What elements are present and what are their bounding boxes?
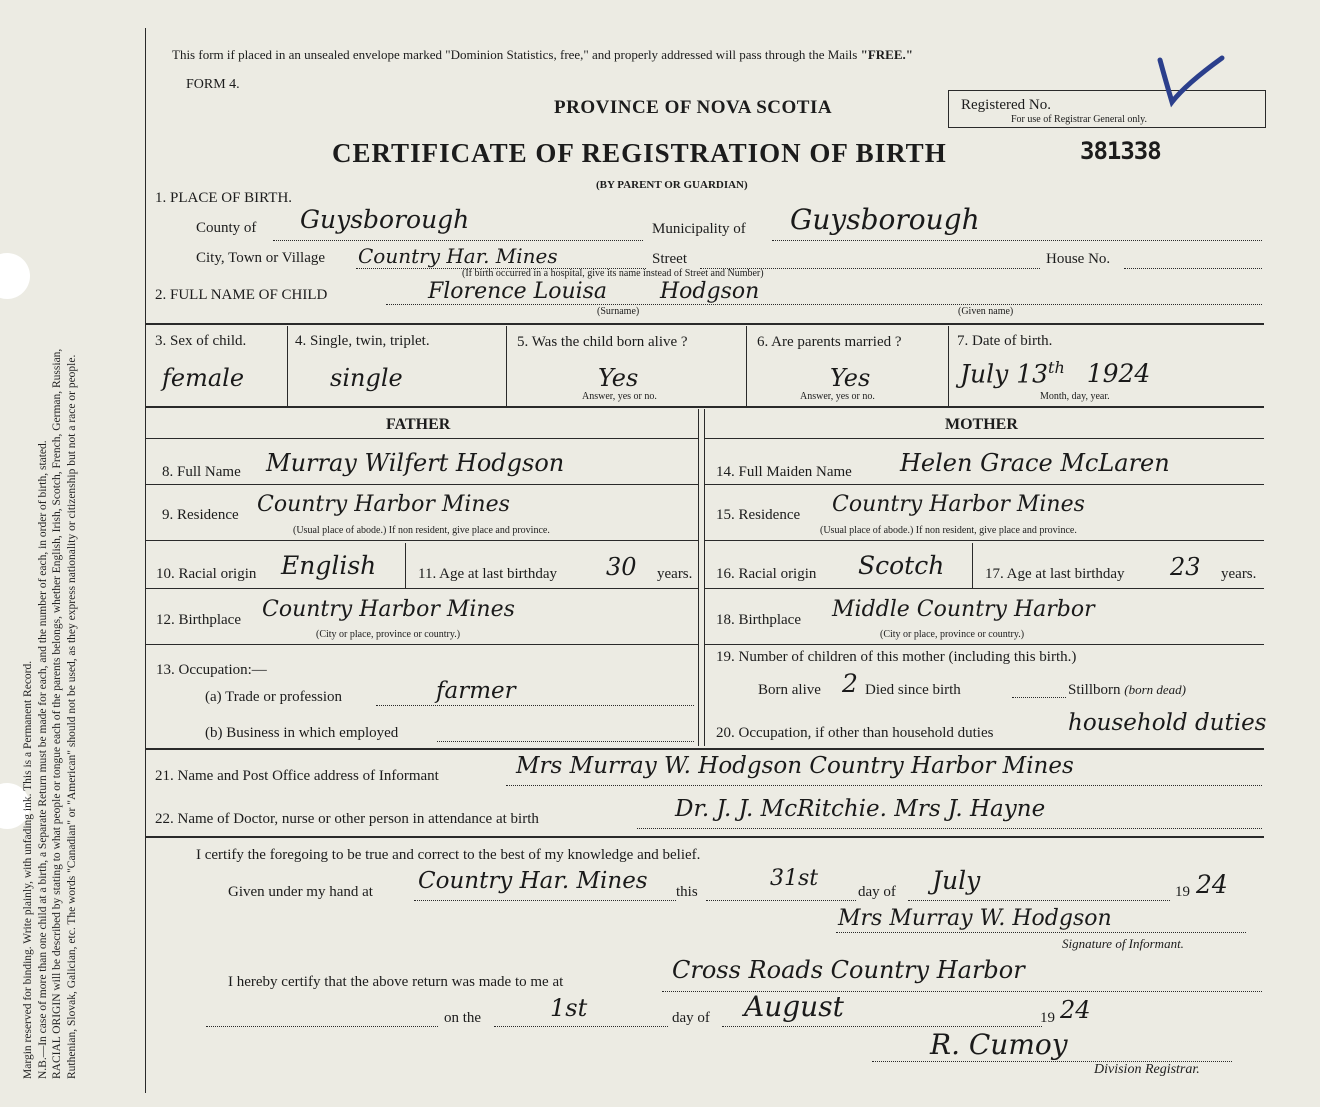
informant-value: Mrs Murray W. Hodgson Country Harbor Mines xyxy=(516,753,1074,779)
registrar-signature: R. Cumoy xyxy=(930,1028,1068,1061)
on-the-label: on the xyxy=(444,1010,482,1026)
father-birthplace-note: (City or place, province or country.) xyxy=(316,629,461,640)
informant-bottom-rule xyxy=(146,836,1264,838)
county-line xyxy=(273,240,643,241)
margin-line-2: N.B.—In case of more than one child at a birth, a Separate Return must be made for each, and the number of each, in order of birth, stated. xyxy=(36,440,49,1079)
child-name-label: 2. FULL NAME OF CHILD xyxy=(155,287,328,303)
check-mark xyxy=(1156,54,1226,115)
father-birthplace-line xyxy=(146,644,698,645)
plurality-value: single xyxy=(330,364,403,392)
margin-line-4: Ruthenian, Slovak, Galician, etc. The words "Canadian" or "American" should not be used, as they express nationality or citizenship but not a race or people. xyxy=(65,354,78,1079)
reg-day-value: 1st xyxy=(550,994,588,1022)
father-racial-value: English xyxy=(281,551,377,580)
row-divider-1 xyxy=(287,326,288,406)
mother-racial-line xyxy=(704,588,1264,589)
registered-no-label: Registered No. xyxy=(961,97,1051,113)
margin-line-1: Margin reserved for binding. Write plainly, with unfading ink. This is a Permanent Record. xyxy=(22,660,34,1079)
mother-racial-divider xyxy=(972,543,973,588)
surname-caption: (Surname) xyxy=(597,306,640,317)
given-day-value: 31st xyxy=(770,866,819,891)
father-residence-label: 9. Residence xyxy=(162,507,239,523)
married-label: 6. Are parents married ? xyxy=(757,334,902,350)
sex-label: 3. Sex of child. xyxy=(155,333,247,349)
child-given-name: Florence Louisa xyxy=(428,279,608,304)
father-residence-line xyxy=(146,540,698,541)
mother-name-label: 14. Full Maiden Name xyxy=(716,464,852,480)
dob-caption: Month, day, year. xyxy=(1040,391,1110,402)
father-age-label: 11. Age at last birthday xyxy=(418,566,557,582)
house-no-line xyxy=(1124,268,1262,269)
father-business-label: (b) Business in which employed xyxy=(205,725,399,741)
county-value: Guysborough xyxy=(300,205,470,234)
margin-instructions xyxy=(21,39,79,1079)
on-the-leading-line xyxy=(206,1026,438,1027)
mother-birthplace-note: (City or place, province or country.) xyxy=(880,629,1025,640)
house-no-label: House No. xyxy=(1046,251,1111,267)
reg-month-value: August xyxy=(744,990,844,1023)
check-mark-icon xyxy=(1156,54,1226,110)
father-business-line xyxy=(437,741,694,742)
father-racial-divider xyxy=(405,543,406,588)
mother-birthplace-line xyxy=(704,644,1264,645)
father-racial-label: 10. Racial origin xyxy=(156,566,257,582)
father-trade-value: farmer xyxy=(436,678,516,704)
born-alive-label: 5. Was the child born alive ? xyxy=(517,334,688,350)
postal-note-text: This form if placed in an unsealed envelope marked "Dominion Statistics, free," and properly addressed will pass through the Mails xyxy=(172,47,861,62)
father-name-line xyxy=(146,484,698,485)
parents-top-rule xyxy=(146,406,1264,408)
row-divider-4 xyxy=(948,326,949,406)
mother-birthplace-label: 18. Birthplace xyxy=(716,612,801,628)
postal-note-free: "FREE." xyxy=(860,47,913,62)
dob-value xyxy=(960,358,1150,388)
mother-residence-note: (Usual place of abode.) If non resident, give place and province. xyxy=(820,525,1077,536)
parents-bottom-rule xyxy=(146,748,1264,750)
given-month-line xyxy=(908,900,1170,901)
heading-rule-left xyxy=(146,438,698,439)
reg-year-value: 24 xyxy=(1060,996,1091,1024)
father-heading: FATHER xyxy=(386,416,451,433)
given-year-prefix: 19 xyxy=(1175,884,1190,900)
certificate-title: CERTIFICATE OF REGISTRATION OF BIRTH xyxy=(332,138,947,168)
informant-signature: Mrs Murray W. Hodgson xyxy=(838,906,1112,931)
mother-stillborn-text: Stillborn xyxy=(1068,682,1121,698)
municipality-value: Guysborough xyxy=(790,203,980,236)
mother-birthplace-value: Middle Country Harbor xyxy=(832,597,1095,622)
father-occupation-label: 13. Occupation:— xyxy=(156,662,267,678)
mother-stillborn-note: (born dead) xyxy=(1124,682,1187,697)
doctor-line xyxy=(637,828,1262,829)
mother-years-label: years. xyxy=(1221,566,1257,582)
given-year-value: 24 xyxy=(1196,870,1228,899)
mother-heading: MOTHER xyxy=(945,416,1018,433)
mother-residence-value: Country Harbor Mines xyxy=(832,492,1085,517)
informant-line xyxy=(506,785,1262,786)
dob-year: 1924 xyxy=(1086,359,1151,389)
father-residence-note: (Usual place of abode.) If non resident, give place and province. xyxy=(293,525,550,536)
married-value: Yes xyxy=(830,364,871,392)
row-top-rule xyxy=(146,323,1264,325)
mother-children-label: 19. Number of children of this mother (including this birth.) xyxy=(716,649,1077,665)
registrar-use-note: For use of Registrar General only. xyxy=(1011,114,1147,125)
mother-name-value: Helen Grace McLaren xyxy=(900,449,1170,477)
mother-residence-line xyxy=(704,540,1264,541)
father-residence-value: Country Harbor Mines xyxy=(257,492,510,517)
stamp-number: 381338 xyxy=(1080,137,1161,165)
mother-occupation-label: 20. Occupation, if other than household duties xyxy=(716,725,994,741)
mother-racial-value: Scotch xyxy=(858,551,945,580)
mother-age-value: 23 xyxy=(1170,553,1201,581)
given-day-line xyxy=(706,900,856,901)
father-name-value: Murray Wilfert Hodgson xyxy=(266,449,565,477)
plurality-label: 4. Single, twin, triplet. xyxy=(295,333,430,349)
reg-year-prefix: 19 xyxy=(1040,1010,1055,1026)
informant-label: 21. Name and Post Office address of Informant xyxy=(155,768,439,784)
street-label: Street xyxy=(652,251,687,267)
parents-center-rule-left xyxy=(698,409,699,746)
given-under-label: Given under my hand at xyxy=(228,884,373,900)
sex-value: female xyxy=(162,364,245,392)
margin-line-3: RACIAL ORIGIN will be described by stating to what people or tongue each of the parents belongs, whether English, Irish, Scotch, French, German, Russian, xyxy=(51,348,63,1079)
heading-rule-right xyxy=(704,438,1264,439)
city-label: City, Town or Village xyxy=(196,250,326,266)
given-day-label: day of xyxy=(858,884,896,900)
father-name-label: 8. Full Name xyxy=(162,464,241,480)
municipality-line xyxy=(772,240,1262,241)
dob-month-day: July 13 xyxy=(960,359,1049,389)
municipality-label: Municipality of xyxy=(652,221,746,237)
certificate-subtitle: (BY PARENT OR GUARDIAN) xyxy=(596,179,748,191)
form-number: FORM 4. xyxy=(186,77,240,92)
given-place-line xyxy=(414,900,676,901)
place-heading: 1. PLACE OF BIRTH. xyxy=(155,190,293,206)
informant-signature-caption: Signature of Informant. xyxy=(1062,936,1184,951)
reg-month-line xyxy=(722,1026,1042,1027)
margin-rule xyxy=(145,28,146,1093)
given-month-value: July xyxy=(932,866,981,895)
given-place-value: Country Har. Mines xyxy=(418,868,648,894)
registrar-statement: I hereby certify that the above return was made to me at xyxy=(228,974,564,990)
born-alive-value: Yes xyxy=(598,364,639,392)
dob-suffix: th xyxy=(1048,358,1065,377)
mother-stillborn-label xyxy=(1068,682,1186,699)
mother-name-line xyxy=(704,484,1264,485)
doctor-label: 22. Name of Doctor, nurse or other person in attendance at birth xyxy=(155,811,539,827)
city-value: Country Har. Mines xyxy=(358,244,558,268)
doctor-value: Dr. J. J. McRitchie. Mrs J. Hayne xyxy=(675,796,1046,822)
registrar-place-value: Cross Roads Country Harbor xyxy=(672,956,1025,984)
father-years-label: years. xyxy=(657,566,693,582)
mother-age-label: 17. Age at last birthday xyxy=(985,566,1125,582)
given-this-label: this xyxy=(676,884,698,900)
child-name-line xyxy=(386,304,1262,305)
father-birthplace-label: 12. Birthplace xyxy=(156,612,241,628)
mother-born-alive-value: 2 xyxy=(842,669,858,698)
married-caption: Answer, yes or no. xyxy=(800,391,875,402)
reg-day-line xyxy=(494,1026,668,1027)
mother-racial-label: 16. Racial origin xyxy=(716,566,817,582)
dob-label: 7. Date of birth. xyxy=(957,333,1053,349)
mother-occupation-value: household duties xyxy=(1068,710,1267,736)
reg-day-label: day of xyxy=(672,1010,710,1026)
hospital-note: (If birth occurred in a hospital, give its name instead of Street and Number) xyxy=(462,268,764,279)
father-trade-line xyxy=(376,705,694,706)
given-caption: (Given name) xyxy=(958,306,1014,317)
row-divider-3 xyxy=(746,326,747,406)
father-age-value: 30 xyxy=(606,553,637,581)
county-label: County of xyxy=(196,220,257,236)
informant-signature-line xyxy=(836,932,1246,933)
father-birthplace-value: Country Harbor Mines xyxy=(262,597,515,622)
child-surname: Hodgson xyxy=(660,279,760,304)
registrar-signature-caption: Division Registrar. xyxy=(1094,1062,1200,1077)
mother-born-alive-label: Born alive xyxy=(758,682,821,698)
mother-died-label: Died since birth xyxy=(865,682,961,698)
mother-died-line xyxy=(1012,697,1066,698)
certify-statement: I certify the foregoing to be true and correct to the best of my knowledge and belief. xyxy=(196,847,701,863)
father-trade-label: (a) Trade or profession xyxy=(205,689,343,705)
mother-residence-label: 15. Residence xyxy=(716,507,801,523)
father-racial-line xyxy=(146,588,698,589)
row-divider-2 xyxy=(506,326,507,406)
parents-center-rule-right xyxy=(704,409,705,746)
born-alive-caption: Answer, yes or no. xyxy=(582,391,657,402)
postal-note xyxy=(172,47,913,63)
province-heading: PROVINCE OF NOVA SCOTIA xyxy=(554,97,833,118)
